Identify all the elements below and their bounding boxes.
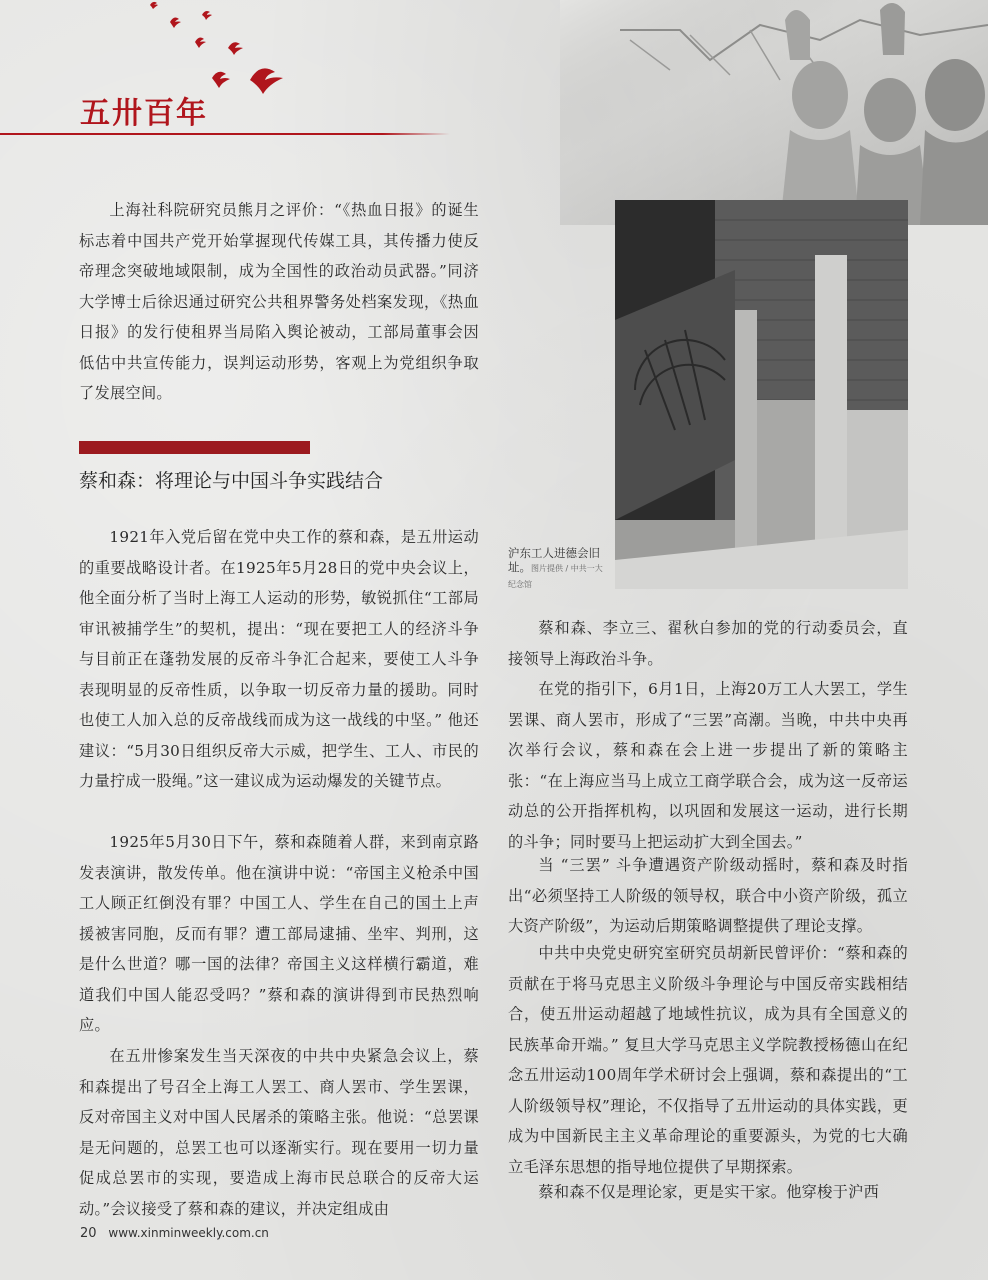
right-paragraph-4: 中共中央党史研究室研究员胡新民曾评价：“蔡和森的贡献在于将马克思主义阶级斗争理论与中国反帝实践相结合，使五卅运动超越了地域性抗议，成为具有全国意义的民族革命开端。” 复旦大学马克思主义学院教授杨德山在纪念五卅运动100周年学术研讨会上强调，蔡和森提出的“工人阶级领导权”理论，不仅指导了五卅运动的具体实践，更成为中国新民主主义革命理论的重要源头，为党的七大确立毛泽东思想的指导地位提供了早期探索。	[508, 944, 908, 1176]
right-paragraph-2: 在党的指引下，6月1日，上海20万工人大罢工，学生罢课、商人罢市，形成了“三罢”高潮。当晚，中共中央再次举行会议，蔡和森在会上进一步提出了新的策略主张：“在上海应当马上成立工商学联合会，成为这一反帝运动总的公开指挥机构，以巩固和发展这一运动，进行长期的斗争；同时要马上把运动扩大到全国去。”	[508, 680, 908, 851]
website-link[interactable]: www.xinminweekly.com.cn	[108, 1226, 269, 1240]
intro-paragraph: 上海社科院研究员熊月之评价：“《热血日报》的诞生标志着中国共产党开始掌握现代传媒工具，其传播力使反帝理念突破地域限制，成为全国性的政治动员武器。”同济大学博士后徐迟通过研究公共租界警务处档案发现，《热血日报》的发行使租界当局陷入舆论被动，工部局董事会因低估中共宣传能力，误判运动形势，客观上为党组织争取了发展空间。	[79, 201, 479, 402]
photo-caption	[508, 546, 608, 592]
title-underline	[0, 133, 450, 135]
page-number: 20	[80, 1226, 97, 1241]
right-paragraph-3: 当 “三罢” 斗争遭遇资产阶级动摇时，蔡和森及时指出“必须坚持工人阶级的领导权，联合中小资产阶级，孤立大资产阶级”，为运动后期策略调整提供了理论支撑。	[508, 856, 908, 935]
left-paragraph-2: 1925年5月30日下午，蔡和森随着人群，来到南京路发表演讲，散发传单。他在演讲中说：“帝国主义枪杀中国工人顾正红倒没有罪？中国工人、学生在自己的国土上声援被害同胞，反而有罪？遭工部局逮捕、坐牢、判刑，这是什么世道？哪一国的法律？帝国主义这样横行霸道，难道我们中国人能忍受吗？”蔡和森的演讲得到市民热烈响应。	[79, 833, 479, 1034]
right-paragraph-1: 蔡和森、李立三、翟秋白参加的党的行动委员会，直接领导上海政治斗争。	[508, 619, 908, 668]
section-accent-bar	[79, 441, 310, 454]
historic-building-photo	[615, 200, 908, 589]
left-paragraph-1: 1921年入党后留在党中央工作的蔡和森，是五卅运动的重要战略设计者。在1925年5月28日的党中央会议上，他全面分析了当时上海工人运动的形势，敏锐抓住“工部局审讯被捕学生”的契机，提出：“现在要把工人的经济斗争与目前正在蓬勃发展的反帝斗争汇合起来，要使工人斗争表现明显的反帝性质，以争取一切反帝力量的援助。同时也使工人加入总的反帝战线而成为这一战线的中坚。” 他还建议：“5月30日组织反帝大示威，把学生、工人、市民的力量拧成一股绳。”这一建议成为运动爆发的关键节点。	[79, 528, 479, 790]
photo-caption-text: 沪东工人进德会旧址。	[508, 546, 600, 574]
photo-credit: 图片提供 / 中共一大纪念馆	[508, 564, 603, 589]
left-paragraph-3: 在五卅惨案发生当天深夜的中共中央紧急会议上，蔡和森提出了号召全上海工人罢工、商人罢市、学生罢课，反对帝国主义对中国人民屠杀的策略主张。他说：“总罢课是无问题的，总罢工也可以逐渐实行。现在要用一切力量促成总罢市的实现，要造成上海市民总联合的反帝大运动。”会议接受了蔡和森的建议，并决定组成由	[79, 1047, 479, 1218]
column-title: 五卅百年	[80, 96, 208, 131]
right-paragraph-5: 蔡和森不仅是理论家，更是实干家。他穿梭于沪西	[538, 1183, 880, 1201]
page-footer	[80, 1226, 269, 1241]
section-heading: 蔡和森：将理论与中国斗争实践结合	[79, 470, 384, 492]
workers-relief-illustration	[560, 0, 988, 225]
